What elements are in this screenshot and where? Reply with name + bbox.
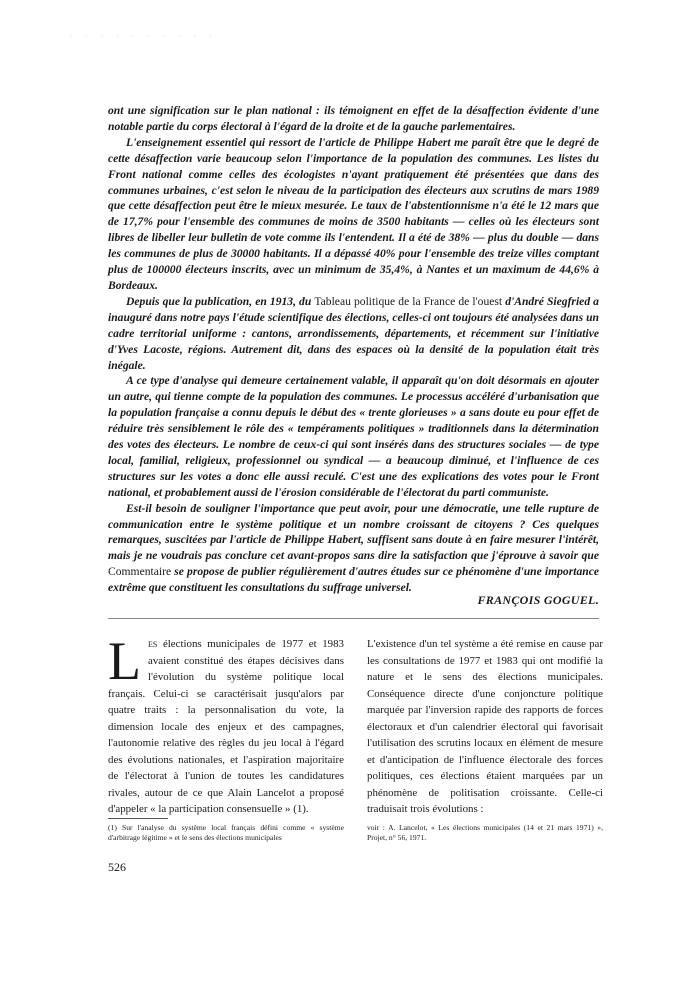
article-text-left: élections municipales de 1977 et 1983 avaient constitué des étapes décisives dans l'évolution du système politique local français. Celui-ci se caractérisait jusqu'alors par quatre traits : la personnalisation du vote, la dimension locale des enjeux et des campagnes, l'autonomie relative des règles du jeu local à l'égard des évolutions nationales, et l'aspiration majoritaire de l'électorat à l'union de toutes les candidatures rivales, autour de ce que Alain Lancelot a proposé d'appeler « la participation consensuelle » (1). xyxy=(108,638,344,815)
foreword-paragraph-1: ont une signification sur le plan national : ils témoignent en effet de la désaffection évidente d'une notable partie du corps électoral à l'égard de la droite et de la gauche parlementaires. xyxy=(108,104,599,133)
section-divider xyxy=(108,618,599,619)
foreword-paragraph-5-start: Est-il besoin de souligner l'importance que peut avoir, pour une démocratie, une telle rupture de communication entre le système politique et un nombre croissant de citoyens ? Ces quelques remarques, suscitées par l'article de Philippe Habert, suffisent sans doute à en faire mesurer l'intérêt, mais je ne voudrais pas conclure cet avant-propos sans dire la satisfaction que j'éprouve à savoir que xyxy=(108,501,599,563)
article-paragraph-left xyxy=(108,631,344,818)
article-text-right: L'existence d'un tel système a été remise en cause par les consultations de 1977 et 1983 qui ont modifié la nature et le sens des élections municipales. Conséquence directe d'une conjoncture politique marquée par l'inversion rapide des rapports de forces électoraux et d'un calendrier électoral qui favorisait l'utilisation des scrutins locaux en élément de mesure et d'anticipation de l'influence électorale des forces politiques, ces élections étaient marquées par un phénomène de politisation croissante. Celle-ci traduisait trois évolutions : xyxy=(367,638,603,815)
journal-title: Commentaire xyxy=(108,565,172,579)
book-title: Tableau politique de la France de l'ouest xyxy=(314,294,503,308)
scan-marks: . . . . . . . . . . xyxy=(70,30,218,38)
lead-smallcaps: es xyxy=(148,638,158,650)
footnote-left: (1) Sur l'analyse du système local français défini comme « système d'arbitrage légitime » et le sens des élections municipales xyxy=(108,823,344,842)
foreword-paragraph-5 xyxy=(108,501,599,596)
footnote-rule-left xyxy=(108,818,168,819)
article-column-right xyxy=(367,636,603,818)
foreword-paragraph-2: L'enseignement essentiel qui ressort de l'article de Philippe Habert me paraît être que le degré de cette désaffection varie beaucoup selon l'importance de la population des communes. Les listes du Front national comme celles des écologistes n'ayant pratiquement été présentées que dans des communes urbaines, c'est selon le niveau de la participation des électeurs aux scrutins de mars 1989 que cette désaffection peut être le mieux mesurée. Le taux de l'abstentionnisme n'a été le 12 mars que de 17,7% pour l'ensemble des communes de moins de 3500 habitants — celles où les électeurs sont libres de libeller leur bulletin de vote comme ils l'entendent. Il a été de 38% — plus du double — dans les communes de plus de 30000 habitants. Il a dépassé 40% pour l'ensemble des treize villes comptant plus de 100000 électeurs inscrits, avec un minimum de 35,4%, à Nantes et un maximum de 44,6% à Bordeaux. xyxy=(108,135,599,292)
foreword-paragraph-4: A ce type d'analyse qui demeure certainement valable, il apparaît qu'on doit désormais en ajouter un autre, qui tienne compte de la population des communes. Le processus accéléré d'urbanisation que la population française a connu depuis le début des « trente glorieuses » a sans doute eu pour effet de réduire très sensiblement le rôle des « tempéraments politiques » traditionnels dans la détermination des votes des électeurs. Le nombre de ceux-ci qui sont insérés dans des structures sociales — de type local, familial, religieux, professionnel ou syndical — a beaucoup diminué, et l'influence de ces structures sur les votes a donc elle aussi reculé. C'est une des explications des votes pour le Front national, et probablement aussi de l'érosion considérable de l'électorat du parti communiste. xyxy=(108,374,599,499)
footnote-right-text: voir : A. Lancelot, « Les élections municipales (14 et 21 mars 1971) », Projet, n° 56, 1971. xyxy=(367,823,603,842)
page-number: 526 xyxy=(108,860,126,874)
foreword-paragraph-3-end: d'André Siegfried a inauguré dans notre pays l'étude scientifique des élections, celles-ci ont toujours été analysées dans un cadre territorial uniforme : cantons, arrondissements, départements, et récemment sur l'initiative d'Yves Lacoste, régions. Autrement dit, dans des espaces où la densité de la population était très inégale. xyxy=(108,294,599,372)
foreword-section xyxy=(108,103,599,596)
article-column-left xyxy=(108,631,344,818)
foreword-paragraph-5-end: se propose de publier régulièrement d'autres études sur ce phénomène d'une importance extrême que constituent les consultations du suffrage universel. xyxy=(108,565,599,595)
foreword-paragraph-3 xyxy=(108,294,599,374)
footnote-right xyxy=(367,823,603,843)
author-signature: FRANÇOIS GOGUEL. xyxy=(477,593,599,607)
foreword-paragraph-3-start: Depuis que la publication, en 1913, du xyxy=(126,294,315,308)
drop-cap: L xyxy=(108,631,141,691)
